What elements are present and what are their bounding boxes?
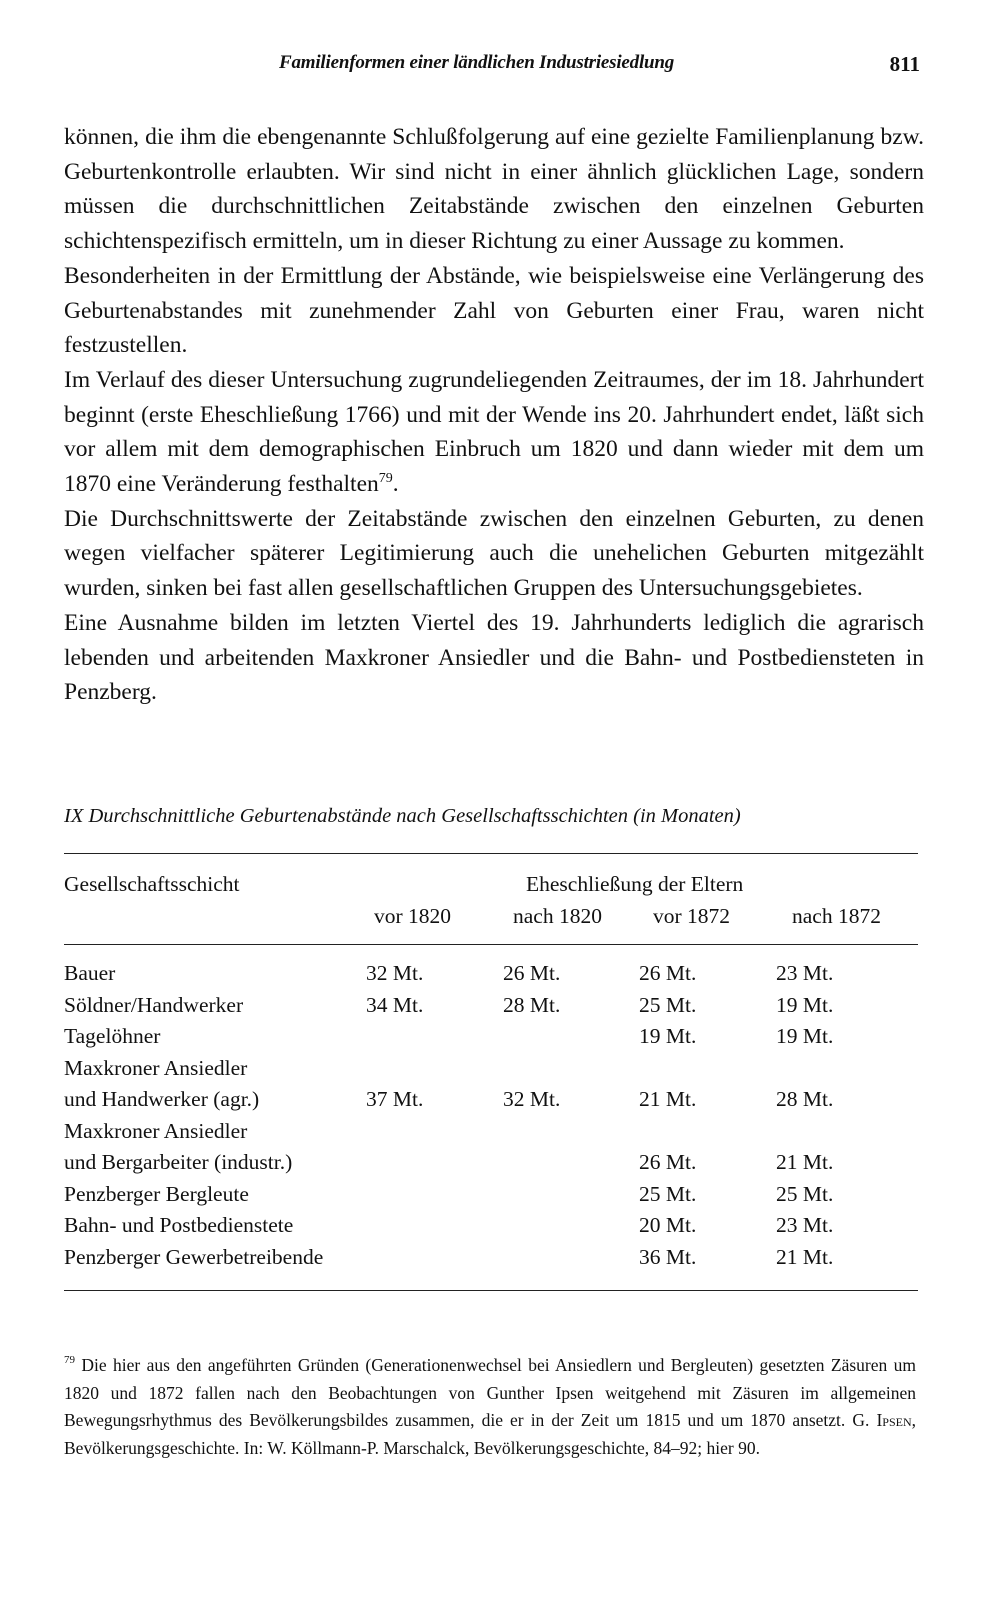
- cell-vor-1820: 34 Mt.: [366, 992, 424, 1017]
- footnote-author: Ipsen: [876, 1410, 912, 1430]
- cell-nach-1872: 25 Mt.: [776, 1181, 834, 1206]
- table-header-rule: [64, 944, 918, 945]
- cell-vor-1872: 25 Mt.: [639, 992, 697, 1017]
- cell-nach-1872: 19 Mt.: [776, 1024, 834, 1048]
- footnote-79: [64, 1352, 916, 1462]
- row-label: Söldner/Handwerker: [64, 992, 244, 1017]
- column-header-nach-1872: nach 1872: [792, 904, 881, 928]
- cell-nach-1872: 19 Mt.: [776, 992, 834, 1017]
- cell-vor-1872: 36 Mt.: [639, 1244, 697, 1269]
- cell-vor-1872: 19 Mt.: [639, 1024, 697, 1048]
- row-label: Penzberger Gewerbetreibende: [64, 1244, 324, 1269]
- cell-vor-1872: 26 Mt.: [639, 961, 697, 985]
- cell-nach-1820: 32 Mt.: [503, 1087, 561, 1111]
- table-row: [64, 1056, 924, 1088]
- row-label: und Bergarbeiter (industr.): [64, 1150, 293, 1174]
- cell-nach-1872: 21 Mt.: [776, 1244, 834, 1269]
- running-title: Familienformen einer ländlichen Industriesiedlung: [279, 52, 675, 73]
- cell-nach-1820: 28 Mt.: [503, 992, 561, 1017]
- cell-nach-1872: 21 Mt.: [776, 1150, 834, 1174]
- row-label: Maxkroner Ansiedler: [64, 1118, 248, 1143]
- row-label: und Handwerker (agr.): [64, 1087, 260, 1111]
- column-header-nach-1820: nach 1820: [513, 904, 602, 928]
- cell-vor-1872: 20 Mt.: [639, 1213, 697, 1237]
- cell-vor-1872: 26 Mt.: [639, 1150, 697, 1174]
- table-row: [64, 1182, 924, 1214]
- cell-vor-1872: 25 Mt.: [639, 1181, 697, 1206]
- footnote-reference[interactable]: 79: [378, 471, 393, 487]
- paragraph-2: Besonderheiten in der Ermittlung der Abstände, wie beispielsweise eine Verlängerung des Geburtenabstandes mit zunehmender Zahl von Geburten einer Frau, waren nicht festzustellen.: [64, 262, 924, 359]
- body-text: [64, 120, 924, 710]
- table-body: [64, 961, 924, 1276]
- row-label: Penzberger Bergleute: [64, 1181, 249, 1206]
- column-header-vor-1872: vor 1872: [653, 904, 731, 928]
- table-row: [64, 1087, 924, 1119]
- table-row: [64, 1213, 924, 1245]
- paragraph-3-end: .: [392, 471, 399, 498]
- row-label: Bauer: [64, 961, 116, 985]
- table-row: [64, 1024, 924, 1056]
- column-header-stratum: Gesellschaftsschicht: [64, 872, 240, 896]
- cell-nach-1872: 28 Mt.: [776, 1087, 834, 1111]
- cell-vor-1820: 32 Mt.: [366, 961, 424, 985]
- table-caption: IX Durchschnittliche Geburtenabstände nach Gesellschaftsschichten (in Monaten): [64, 805, 741, 827]
- table-bottom-rule: [64, 1290, 918, 1291]
- running-header: [64, 52, 924, 82]
- paragraph-3: [64, 363, 924, 502]
- table-row: [64, 993, 924, 1025]
- row-label: Bahn- und Postbedienstete: [64, 1213, 294, 1237]
- cell-nach-1820: 26 Mt.: [503, 961, 561, 985]
- table-row: [64, 1119, 924, 1151]
- cell-nach-1872: 23 Mt.: [776, 961, 834, 985]
- column-header-vor-1820: vor 1820: [374, 904, 452, 928]
- paragraph-5: Eine Ausnahme bilden im letzten Viertel des 19. Jahrhunderts lediglich die agrarisch lebenden und arbeitenden Maxkroner Ansiedler und die Bahn- und Postbediensteten in Penzberg.: [64, 609, 924, 706]
- paragraph-1: können, die ihm die ebengenannte Schlußfolgerung auf eine gezielte Familienplanung bzw. Geburtenkontrolle erlaubten. Wir sind nicht in einer ähnlich glücklichen Lage, sondern müssen die durchschnittlichen Zeitabstände zwischen den einzelnen Geburten schichtenspezifisch ermitteln, um in dieser Richtung zu einer Aussage zu kommen.: [64, 124, 924, 255]
- paragraph-4: Die Durchschnittswerte der Zeitabstände zwischen den einzelnen Geburten, zu denen wegen vielfacher späterer Legitimierung auch die unehelichen Geburten mitgezählt wurden, sinken bei fast allen gesellschaftlichen Gruppen des Untersuchungsgebietes.: [64, 505, 924, 602]
- cell-vor-1820: 37 Mt.: [366, 1087, 424, 1111]
- footnote-text: Die hier aus den angeführten Gründen (Generationenwechsel bei Ansiedlern und Bergleuten) gesetzten Zäsuren um 1820 und 1872 fallen nach den Beobachtungen von Gunther Ipsen weitgehend mit Zäsuren im allgemeinen Bewegungsrhythmus des Bevölkerungsbildes zusammen, die er in der Zeit um 1815 und um 1870 ansetzt. G.: [64, 1355, 917, 1430]
- paragraph-3-text: Im Verlauf des dieser Untersuchung zugrundeliegenden Zeitraumes, der im 18. Jahrhundert beginnt (erste Eheschließung 1766) und mit der Wende ins 20. Jahrhundert endet, läßt sich vor allem mit dem demographischen Einbruch um 1820 und dann wieder mit dem um 1870 eine Veränderung festhalten: [64, 366, 924, 498]
- cell-vor-1872: 21 Mt.: [639, 1087, 697, 1111]
- cell-nach-1872: 23 Mt.: [776, 1213, 834, 1237]
- row-label: Maxkroner Ansiedler: [64, 1055, 248, 1080]
- table-top-rule: [64, 853, 918, 854]
- footnote-number: 79: [64, 1354, 75, 1366]
- table-row: [64, 1245, 924, 1277]
- page-number: 811: [889, 52, 920, 76]
- row-label: Tagelöhner: [64, 1024, 161, 1048]
- table-row: [64, 961, 924, 993]
- footnote-citation: , Bevölkerungsgeschichte. In: W. Köllmann-P. Marschalck, Bevölkerungsgeschichte, 84–92; hier 90.: [64, 1410, 916, 1458]
- column-group-header: Eheschließung der Eltern: [526, 872, 744, 896]
- table-row: [64, 1150, 924, 1182]
